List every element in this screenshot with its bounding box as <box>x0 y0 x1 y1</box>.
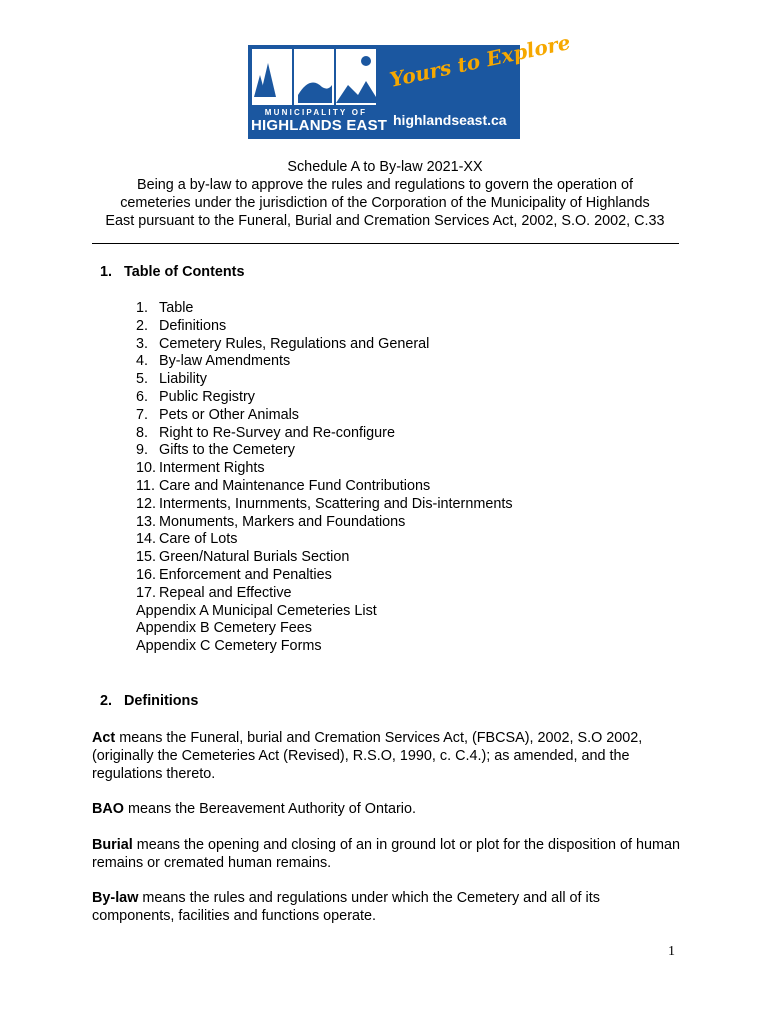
toc-item-label: Pets or Other Animals <box>159 406 299 423</box>
toc-appendix: Appendix A Municipal Cemeteries List <box>136 602 377 619</box>
toc-item-label: Public Registry <box>159 388 255 405</box>
logo-tagline: Yours to Explore <box>387 29 573 92</box>
toc-item <box>136 371 513 389</box>
header-line-2: Being a by-law to approve the rules and regulations to govern the operation of <box>137 177 633 193</box>
toc-heading <box>100 264 244 280</box>
toc-item-label: Interments, Inurnments, Scattering and Dis-internments <box>159 495 513 512</box>
toc-item-number: 10. <box>136 460 157 477</box>
toc-item <box>136 336 513 354</box>
toc-item-number: 3. <box>136 335 149 352</box>
page-number: 1 <box>668 944 675 959</box>
toc-item-label: Repeal and Effective <box>159 584 292 601</box>
toc-item <box>136 496 513 514</box>
toc-item <box>136 478 513 496</box>
toc-item <box>136 425 513 443</box>
toc-appendix: Appendix C Cemetery Forms <box>136 638 322 655</box>
toc-item <box>136 442 513 460</box>
toc-item <box>136 549 513 567</box>
definition-text: means the Bereavement Authority of Ontario. <box>123 801 416 817</box>
toc-item-number: 14. <box>136 531 157 548</box>
header-line-3: cemeteries under the jurisdiction of the Corporation of the Municipality of Highlands <box>120 195 650 211</box>
toc-item-number: 11. <box>136 477 155 494</box>
toc-item <box>136 389 513 407</box>
definition-bao <box>92 800 682 818</box>
toc-item-number: 15. <box>136 549 157 566</box>
toc-item <box>136 407 513 425</box>
header-divider <box>92 243 679 244</box>
toc-item-label: By-law Amendments <box>159 353 291 370</box>
definition-burial <box>92 836 682 872</box>
toc-item-number: 9. <box>136 442 149 459</box>
toc-item-number: 4. <box>136 353 149 370</box>
toc-item-label: Monuments, Markers and Foundations <box>159 513 406 530</box>
toc-item-label: Enforcement and Penalties <box>159 566 332 583</box>
toc-item-label: Liability <box>159 371 207 388</box>
toc-item <box>136 585 513 603</box>
toc-item <box>136 567 513 585</box>
toc-item-number: 17. <box>136 584 157 601</box>
toc-item-label: Interment Rights <box>159 460 265 477</box>
logo-municipality-line: MUNICIPALITY OF <box>264 108 368 117</box>
toc-item-label: Table <box>159 300 194 316</box>
definition-text: means the opening and closing of an in ground lot or plot for the disposition of human remains or cremated human remains. <box>92 837 680 871</box>
toc-item-number: 13. <box>136 513 157 530</box>
toc-item-number: 8. <box>136 424 149 441</box>
toc-item-number: 5. <box>136 371 149 388</box>
toc-heading-number: 1. <box>100 264 113 280</box>
definition-term: Act <box>92 730 116 746</box>
toc-item-label: Right to Re-Survey and Re-configure <box>159 424 395 441</box>
toc-item <box>136 353 513 371</box>
header-line-4: East pursuant to the Funeral, Burial and Cremation Services Act, 2002, S.O. 2002, C.33 <box>105 213 665 229</box>
logo-url: highlandseast.ca <box>393 112 507 128</box>
definition-text: means the rules and regulations under which the Cemetery and all of its components, facilities and functions operate. <box>92 890 600 924</box>
toc-item-label: Green/Natural Burials Section <box>159 549 350 566</box>
toc-item-number: 7. <box>136 406 149 423</box>
toc-item <box>136 300 513 318</box>
definition-term: Burial <box>92 837 133 853</box>
toc-item <box>136 318 513 336</box>
toc-appendix: Appendix B Cemetery Fees <box>136 620 312 637</box>
toc-item-number: 12. <box>136 495 157 512</box>
toc-item-number: 2. <box>136 317 149 334</box>
definition-act <box>92 729 682 783</box>
table-of-contents <box>136 300 513 656</box>
toc-item-label: Definitions <box>159 317 227 334</box>
definitions-heading-title: Definitions <box>124 693 199 709</box>
toc-item <box>136 460 513 478</box>
toc-item-number: 16. <box>136 566 157 583</box>
definitions-heading-number: 2. <box>100 693 113 709</box>
document-header <box>80 158 690 230</box>
toc-item-number: 1. <box>136 300 149 316</box>
definition-term: By-law <box>92 890 139 906</box>
toc-heading-title: Table of Contents <box>124 264 245 280</box>
definition-term: BAO <box>92 801 124 817</box>
toc-item <box>136 514 513 532</box>
definition-text: means the Funeral, burial and Cremation Services Act, (FBCSA), 2002, S.O 2002, (originally the Cemeteries Act (Revised), R.S.O, 1990, c. C.4.); as amended, and the regulations thereto. <box>92 730 643 782</box>
toc-item-label: Care of Lots <box>159 531 238 548</box>
toc-item <box>136 531 513 549</box>
toc-item-label: Care and Maintenance Fund Contributions <box>159 477 431 494</box>
toc-item-label: Gifts to the Cemetery <box>159 442 295 459</box>
logo-name: HIGHLANDS EAST <box>251 117 388 134</box>
toc-item-label: Cemetery Rules, Regulations and General <box>159 335 430 352</box>
definition-bylaw <box>92 889 682 925</box>
municipality-logo <box>248 29 573 139</box>
toc-item-number: 6. <box>136 388 149 405</box>
header-line-1: Schedule A to By-law 2021-XX <box>287 159 483 175</box>
definitions-heading <box>100 693 198 709</box>
